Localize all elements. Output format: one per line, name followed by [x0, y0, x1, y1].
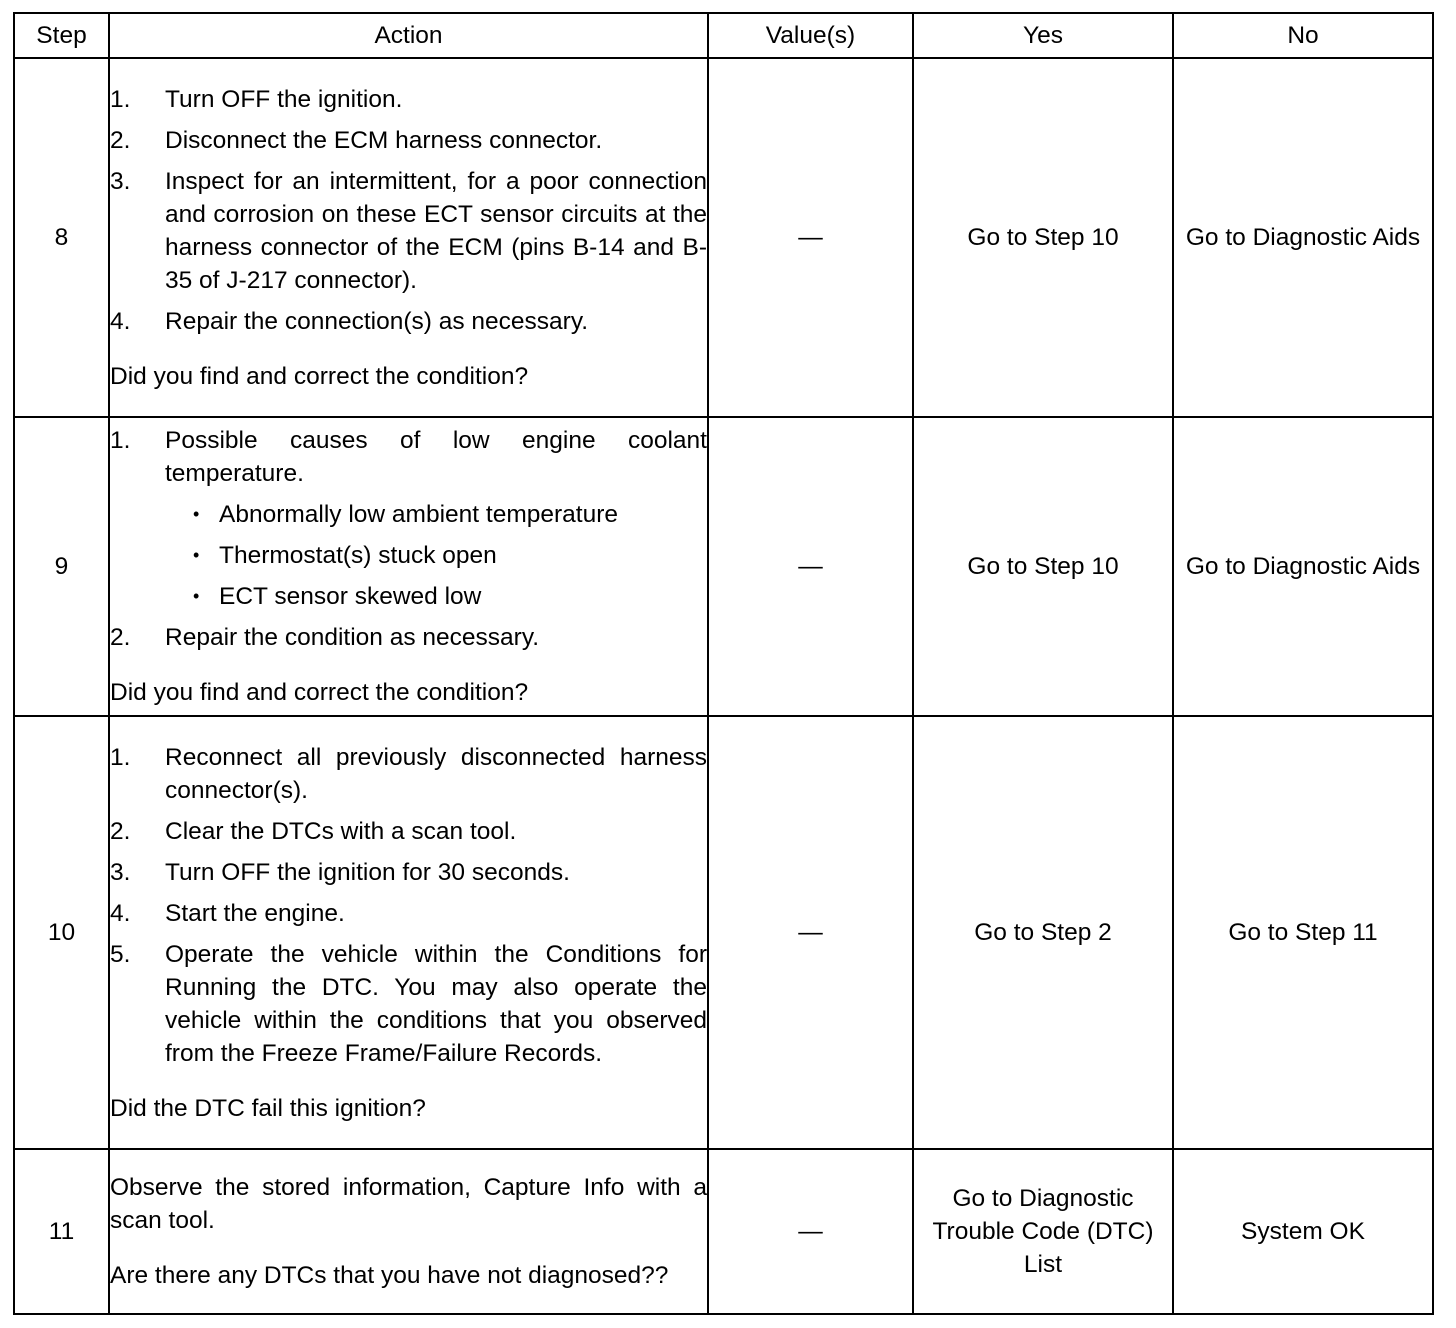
question-text: Did the DTC fail this ignition? [110, 1094, 426, 1122]
item-number: 4. [110, 899, 131, 927]
bullet-text: Thermostat(s) stuck open [219, 542, 497, 569]
item-number: 2. [110, 126, 131, 154]
list-item [110, 83, 707, 116]
no-cell: System OK [1173, 1149, 1433, 1314]
yes-cell: Go to Step 2 [913, 716, 1173, 1149]
action-cell [109, 1149, 708, 1314]
header-row [14, 13, 1433, 58]
item-text: Turn OFF the ignition. [165, 85, 403, 113]
question-text: Did you find and correct the condition? [110, 679, 529, 706]
item-text: Disconnect the ECM harness connector. [165, 126, 603, 154]
list-item [110, 815, 707, 848]
value-cell: — [708, 417, 913, 716]
yes-cell: Go to Step 10 [913, 58, 1173, 417]
item-number: 5. [110, 940, 131, 968]
bullet-list [165, 498, 707, 613]
step-number: 11 [14, 1149, 109, 1314]
header-action: Action [109, 13, 708, 58]
value-cell: — [708, 716, 913, 1149]
table-row-step-11 [14, 1149, 1433, 1314]
item-number: 3. [110, 858, 131, 886]
item-number: 4. [110, 307, 131, 335]
action-cell [109, 58, 708, 417]
question-text: Did you find and correct the condition? [110, 362, 529, 390]
item-number: 1. [110, 85, 131, 113]
item-text: Operate the vehicle within the Conditions for Running the DTC. You may also operate the vehicle within the conditions that you observed from the Freeze Frame/Failure Records. [165, 940, 707, 1067]
no-cell: Go to Diagnostic Aids [1173, 58, 1433, 417]
diagnostic-table [13, 12, 1434, 1315]
item-number: 3. [110, 167, 131, 195]
list-item [110, 305, 707, 338]
header-step: Step [14, 13, 109, 58]
item-number: 2. [110, 624, 131, 651]
bullet-icon: • [193, 545, 200, 565]
list-item [110, 621, 707, 654]
no-cell: Go to Step 11 [1173, 716, 1433, 1149]
value-cell: — [708, 58, 913, 417]
header-values: Value(s) [708, 13, 913, 58]
list-item [110, 741, 707, 807]
action-text: Observe the stored information, Capture Info with a scan tool. [110, 1174, 707, 1234]
item-text: Turn OFF the ignition for 30 seconds. [165, 858, 570, 886]
question-text: Are there any DTCs that you have not diagnosed?? [110, 1262, 669, 1289]
bullet-text: ECT sensor skewed low [219, 583, 482, 610]
list-item [110, 897, 707, 930]
header-no: No [1173, 13, 1433, 58]
table-row-step-10 [14, 716, 1433, 1149]
list-item [110, 856, 707, 889]
item-number: 1. [110, 743, 131, 771]
item-text: Repair the condition as necessary. [165, 624, 540, 651]
action-list [110, 741, 707, 1070]
yes-cell: Go to Diagnostic Trouble Code (DTC) List [913, 1149, 1173, 1314]
list-item [110, 165, 707, 297]
yes-cell: Go to Step 10 [913, 417, 1173, 716]
item-text: Clear the DTCs with a scan tool. [165, 817, 517, 845]
item-number: 2. [110, 817, 131, 845]
action-list [110, 83, 707, 338]
item-text: Start the engine. [165, 899, 345, 927]
list-item [110, 124, 707, 157]
header-yes: Yes [913, 13, 1173, 58]
item-text: Repair the connection(s) as necessary. [165, 307, 589, 335]
bullet-item [193, 580, 707, 613]
item-number: 1. [110, 427, 131, 454]
table-row-step-8 [14, 58, 1433, 417]
table-row-step-9 [14, 417, 1433, 716]
list-item [110, 938, 707, 1070]
item-text: Inspect for an intermittent, for a poor connection and corrosion on these ECT sensor circuits at the harness connector of the ECM (pins B-14 and B-35 of J-217 connector). [165, 167, 707, 294]
action-list [110, 424, 707, 654]
action-cell [109, 417, 708, 716]
bullet-item [193, 498, 707, 531]
item-text: Possible causes of low engine coolant temperature. [165, 427, 707, 487]
step-number: 9 [14, 417, 109, 716]
step-number: 10 [14, 716, 109, 1149]
bullet-item [193, 539, 707, 572]
no-cell: Go to Diagnostic Aids [1173, 417, 1433, 716]
item-text: Reconnect all previously disconnected harness connector(s). [165, 743, 707, 804]
bullet-icon: • [193, 586, 200, 606]
bullet-text: Abnormally low ambient temperature [219, 501, 618, 528]
value-cell: — [708, 1149, 913, 1314]
bullet-icon: • [193, 504, 200, 524]
step-number: 8 [14, 58, 109, 417]
action-cell [109, 716, 708, 1149]
list-item [110, 424, 707, 613]
